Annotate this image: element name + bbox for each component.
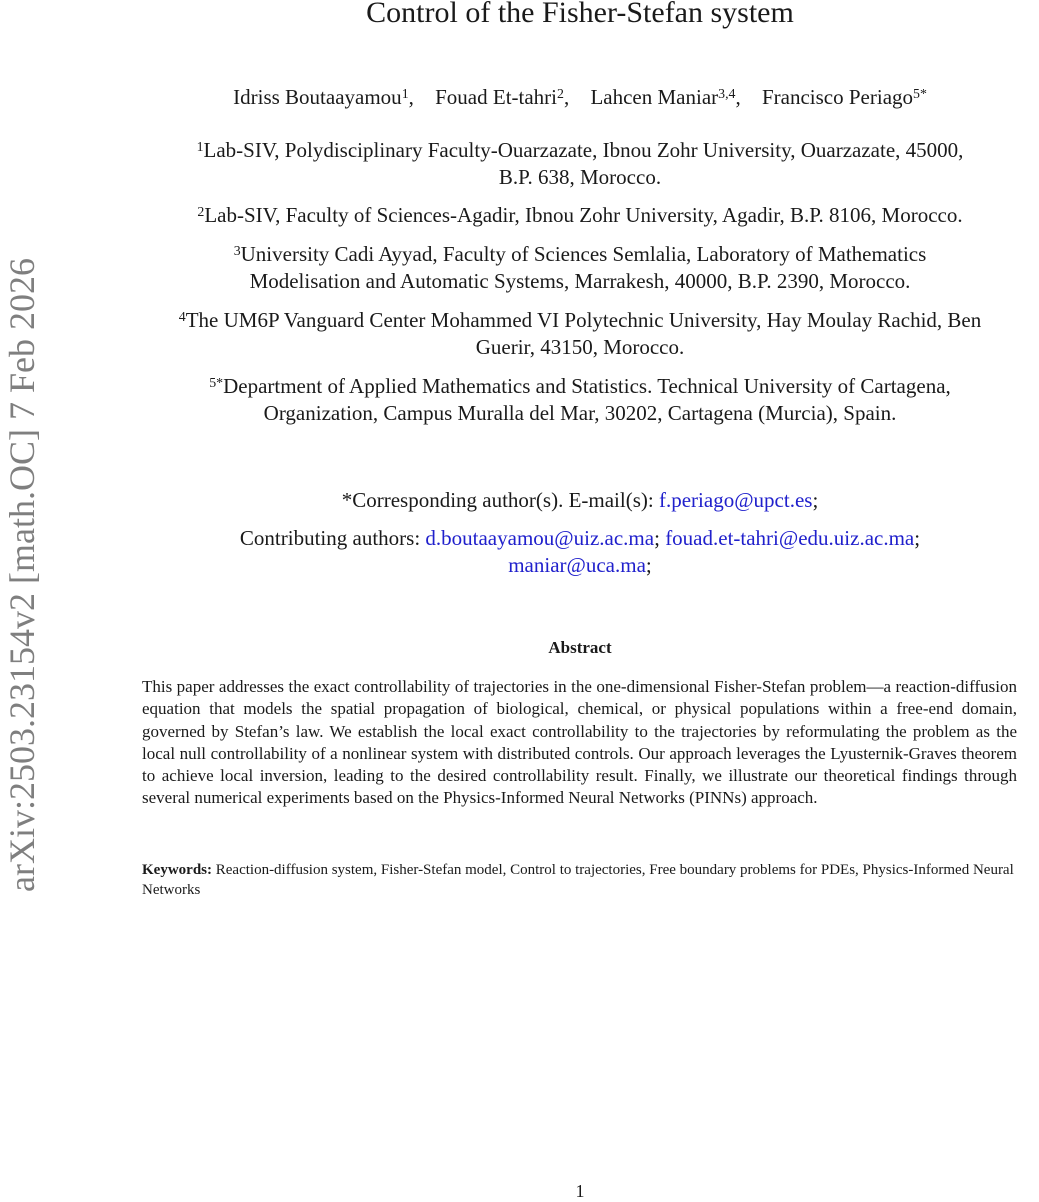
keywords-text: Reaction-diffusion system, Fisher-Stefan model, Control to trajectories, Free boundary problems for PDEs, Physics-Informed Neural Networks xyxy=(142,862,1014,898)
page-number: 1 xyxy=(575,1181,585,1201)
arxiv-identifier-stamp: arXiv:2503.23154v2 [math.OC] 7 Feb 2026 xyxy=(2,258,42,892)
contributing-authors: Contributing authors: d.boutaayamou@uiz.ac.ma; fouad.et-tahri@edu.uiz.ac.ma; maniar@uca.ma; xyxy=(239,526,921,577)
affiliation-3: $^3$University Cadi Ayyad, Faculty of Sciences Semlalia, Laboratory of Mathematics Modelisation and Automatic Systems, Marrakesh, 40000, B.P. 2390, Morocco. xyxy=(233,242,927,293)
abstract-text: This paper addresses the exact controllability of trajectories in the one-dimensional Fisher-Stefan problem—a reaction-diffusion equation that models the spatial propagation of biological, chemical, or physical populations within a free-end domain, governed by Stefan’s law. We establish the local exact controllability to the trajectories by reformulating the problem as the local null controllability of a nonlinear system with distributed controls. Our approach leverages the Lyusternik-Graves theorem to achieve local inversion, leading to the desired controllability result. Finally, we illustrate our theoretical findings through several numerical experiments based on the Physics-Informed Neural Networks (PINNs) approach. xyxy=(142,677,1017,808)
affiliation-5: $^{5*}$Department of Applied Mathematics and Statistics. Technical University of Cartagena, Organization, Campus Muralla del Mar, 30202, Cartagena (Murcia), Spain. xyxy=(209,374,951,425)
author-name: Idriss Boutaayamou$^1$, xyxy=(233,85,414,109)
affiliation-4: $^4$The UM6P Vanguard Center Mohammed VI Polytechnic University, Hay Moulay Rachid, Ben Guerir, 43150, Morocco. xyxy=(178,308,982,359)
paper-title: Control of the Fisher-Stefan system xyxy=(366,0,794,29)
author-name: Francisco Periago$^{5*}$ xyxy=(761,85,927,109)
keywords-label: Keywords: xyxy=(142,862,212,878)
affiliation-1: $^1$Lab-SIV, Polydisciplinary Faculty-Ouarzazate, Ibnou Zohr University, Ouarzazate, 45000, B.P. 638, Morocco. xyxy=(196,138,964,189)
abstract-heading: Abstract xyxy=(548,638,612,657)
contributor-email-link[interactable]: fouad.et-tahri@edu.uiz.ac.ma xyxy=(665,526,915,550)
contributor-email-link[interactable]: maniar@uca.ma xyxy=(508,553,646,577)
corresponding-author: *Corresponding author(s). E-mail(s): f.periago@upct.es; xyxy=(341,488,819,512)
author-name: Fouad Et-tahri$^2$, xyxy=(435,85,570,109)
keywords xyxy=(142,861,1017,900)
contributor-email-link[interactable]: d.boutaayamou@uiz.ac.ma xyxy=(425,526,655,550)
affiliation-2: $^2$Lab-SIV, Faculty of Sciences-Agadir, Ibnou Zohr University, Agadir, B.P. 8106, Morocco. xyxy=(197,203,963,227)
corresponding-email-link[interactable]: f.periago@upct.es xyxy=(658,488,813,512)
author-list xyxy=(90,84,1039,110)
author-name: Lahcen Maniar$^{3,4}$, xyxy=(590,85,741,109)
